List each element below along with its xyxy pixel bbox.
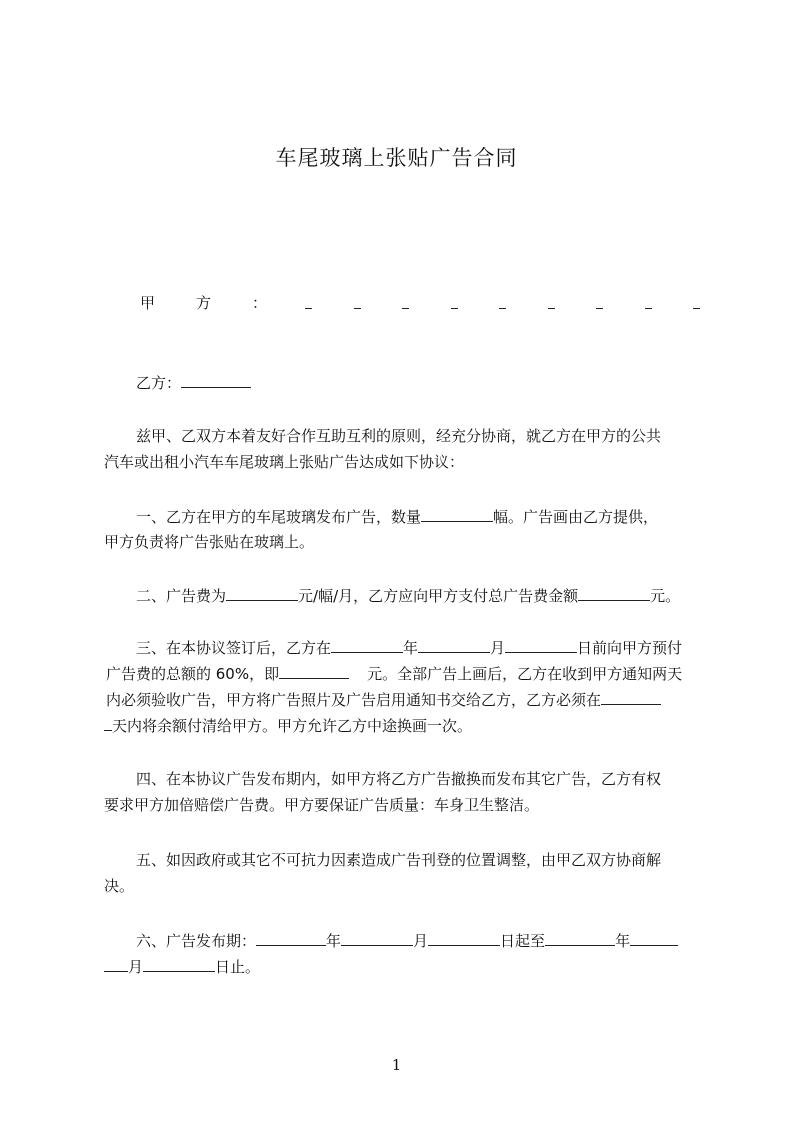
clause-5-line-1: 五、如因政府或其它不可抗力因素造成广告刊登的位置调整，由甲乙双方协商解 [136,851,662,869]
clause-1-text-a: 一、乙方在甲方的车尾玻璃发布广告，数量 [136,508,422,526]
party-a-char-1: 甲 [140,294,156,312]
clause-6-month-label: 月 [413,932,429,950]
party-a-blank-field [305,298,700,309]
clause-1-line-2: 甲方负责将广告张贴在玻璃上。 [104,533,315,551]
intro-line-1: 兹甲、乙双方本着友好合作互助互利的原则，经充分协商，就乙方在甲方的公共 [136,427,662,445]
clause-3-text-e: 内必须验收广告，甲方将广告照片及广告启用通知书交给乙方，乙方必须在 [106,691,602,709]
clause-3-text-b: 日前向甲方预付 [577,639,683,657]
clause-3-text-a: 三、在本协议签订后，乙方在 [136,639,332,657]
clause-1-text-b: 幅。广告画由乙方提供， [493,508,659,526]
clause-1-line-1 [136,506,658,527]
party-a-char-2: 方 [196,294,212,312]
clause-3-line-3 [106,689,661,710]
clause-4-line-2: 要求甲方加倍赔偿广告费。甲方要保证广告质量：车身卫生整洁。 [104,796,540,814]
clause-3-day-blank [505,637,577,653]
clause-3-text-c: 广告费的总额的 60%，即 [106,665,280,683]
clause-6-end-month-label: 月 [128,958,144,976]
clause-4-line-1: 四、在本协议广告发布期内，如甲方将乙方广告撤换而发布其它广告，乙方有权 [136,770,662,788]
clause-6-end-month-blank-a [630,930,678,946]
clause-3-days-blank-a [601,689,661,705]
clause-3-days-blank-b [104,715,112,731]
clause-1-quantity-blank [421,506,493,522]
party-b-blank [181,372,251,388]
intro-line-2: 汽车或出租小汽车车尾玻璃上张贴广告达成如下协议： [104,453,465,471]
clause-5-line-2: 决。 [104,877,135,895]
party-b-label: 乙方： [136,374,182,392]
clause-3-line-4 [104,715,472,736]
clause-3-text-d: 元。全部广告上画后，乙方在收到甲方通知两天 [367,665,683,683]
clause-2-text-c: 元。 [650,587,681,605]
clause-6-text-a: 六、广告发布期： [136,932,257,950]
page-number: 1 [391,1056,402,1074]
clause-3-text-f: 天内将余额付清给甲方。甲方允许乙方中途换画一次。 [112,717,473,735]
clause-6-end-year-blank [545,930,615,946]
clause-3-year-blank [331,637,403,653]
clause-3-line-1 [136,637,682,658]
clause-2-text-a: 二、广告费为 [136,587,227,605]
party-a-colon: ： [252,294,268,312]
clause-2-text-b: 元/幅/月，乙方应向甲方支付总广告费金额 [298,587,579,605]
clause-3-line-2 [106,663,682,684]
clause-6-end-month-blank-b [104,956,128,972]
party-a-line [140,292,700,312]
clause-3-month-blank [418,637,490,653]
clause-6-text-c: 日止。 [215,958,261,976]
clause-6-start-month-blank [341,930,413,946]
document-title: 车尾玻璃上张贴广告合同 [275,146,518,170]
clause-3-amount-blank [279,663,349,679]
clause-6-line-1 [136,930,678,951]
party-b-line [136,372,251,393]
clause-6-line-2 [104,956,260,977]
clause-6-year-label: 年 [326,932,342,950]
clause-6-start-year-blank [256,930,326,946]
clause-6-start-day-blank [428,930,500,946]
clause-3-year-label: 年 [403,639,419,657]
clause-2-total-blank [578,585,650,601]
clause-2-line [136,585,680,606]
clause-2-fee-blank [226,585,298,601]
clause-6-text-b: 日起至 [500,932,546,950]
clause-6-end-day-blank [143,956,215,972]
clause-3-month-label: 月 [490,639,506,657]
clause-6-end-year-label: 年 [615,932,631,950]
